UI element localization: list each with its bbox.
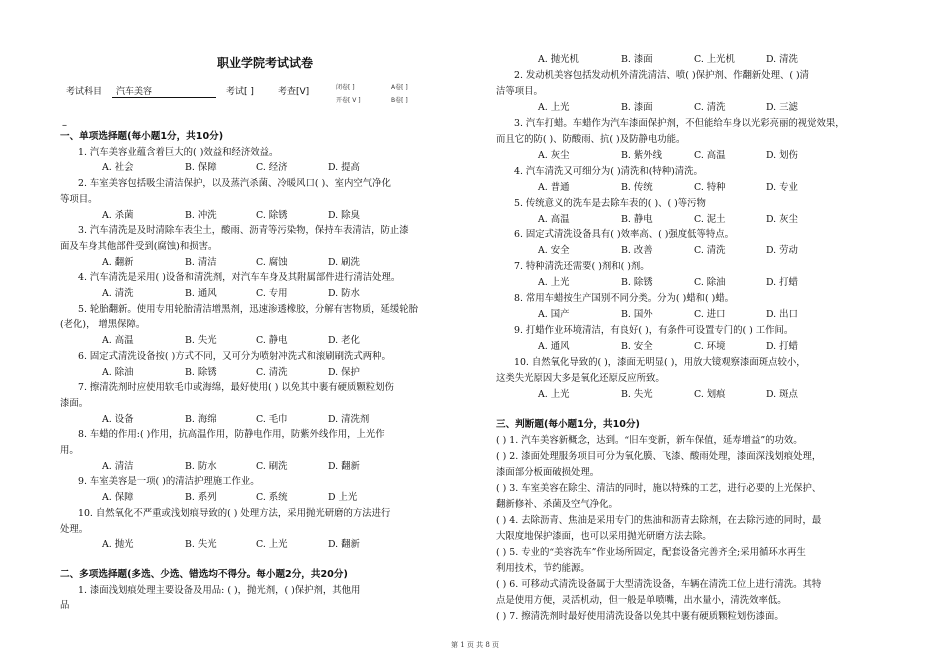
option-b: B. 传统 <box>621 181 653 193</box>
option-b: B. 冲洗 <box>185 209 217 221</box>
option-b: B. 紫外线 <box>621 149 662 161</box>
option-c: C. 经济 <box>256 162 288 174</box>
question-text: 等项目。 <box>60 193 98 205</box>
option-d: D. 提高 <box>328 162 360 174</box>
option-d: D. 三滤 <box>766 101 798 113</box>
option-d: D. 保护 <box>328 366 360 378</box>
option-a: A. 国产 <box>538 309 570 321</box>
option-a: A. 高温 <box>538 213 570 225</box>
option-a: A. 设备 <box>102 413 134 425</box>
question-text: ( ) 5. 专业的“美容洗车”作业场所固定，配套设备完善齐全;采用循环水再生 <box>496 546 806 558</box>
question-text: ( ) 7. 擦清洗剂时最好使用清洗设备以免其中裹有硬质颗粒划伤漆面。 <box>496 610 784 622</box>
question-text: ( ) 3. 车室美容在除尘、清洁的同时，施以特殊的工艺，进行必要的上光保护、 <box>496 483 822 495</box>
option-a: A. 抛光机 <box>538 54 579 65</box>
option-b: B. 海绵 <box>185 413 217 425</box>
option-b: B. 除锈 <box>185 366 217 378</box>
option-c: C. 环境 <box>694 341 726 353</box>
question-text: 3. 汽车打蜡。车蜡作为汽车漆面保护剂，不但能给车身以光彩亮丽的视觉效果， <box>514 117 845 129</box>
option-b: B. 失光 <box>185 335 217 347</box>
option-c: C. 腐蚀 <box>256 256 288 268</box>
question-text: 品 <box>60 600 70 612</box>
option-a: A. 除油 <box>102 366 134 378</box>
option-b: B. 失光 <box>185 539 217 551</box>
exam-header <box>66 84 466 110</box>
option-a: A. 社会 <box>102 162 134 174</box>
option-b: B. 漆面 <box>621 54 653 65</box>
option-c: C. 泥土 <box>694 213 726 225</box>
exam-type-kaocha: 考查[V] <box>278 87 310 97</box>
question-text: 3. 汽车清洗是及时清除车表尘土，酸雨、沥青等污染物，保持车表清洁，防止漆 <box>78 225 409 237</box>
option-b: B. 失光 <box>621 388 653 400</box>
option-a: A. 清洗 <box>102 288 134 299</box>
option-a: A. 清洁 <box>102 460 134 472</box>
subject-value: 汽车美容 <box>112 84 216 98</box>
section-heading: 二、多项选择题(多选、少选、错选均不得分。每小题2分，共20分) <box>60 569 348 581</box>
option-b: B. 漆面 <box>621 101 653 113</box>
question-text: 1. 汽车美容业蕴含着巨大的( )效益和经济效益。 <box>78 146 279 158</box>
option-c: C. 静电 <box>256 335 288 347</box>
question-text: 面及车身其他部件受到(腐蚀)和损害。 <box>60 240 218 252</box>
option-d: D. 打蜡 <box>766 277 798 289</box>
option-a: A. 普通 <box>538 181 570 193</box>
option-a: A. 上光 <box>538 101 570 113</box>
option-a: A. 通风 <box>538 341 570 353</box>
question-text: 10. 自然氧化不严重或浅划痕导致的( ) 处理方法，采用抛光研磨的方法进行 <box>78 507 391 519</box>
option-a: A. 灰尘 <box>538 149 570 161</box>
question-text: 4. 汽车清洗又可细分为( )清洗和(特种)清洗。 <box>514 165 703 177</box>
option-d: D. 斑点 <box>766 388 798 400</box>
option-b: B. 除锈 <box>621 277 653 289</box>
option-c: C. 上光 <box>256 539 288 551</box>
question-text: 2. 发动机美容包括发动机外清洗清洁、喷( )保护剂、作翻新处理、( )清 <box>514 69 810 81</box>
option-d: D. 清洗剂 <box>328 413 370 425</box>
option-d: D. 除臭 <box>328 209 360 221</box>
question-text: 8. 车蜡的作用:( )作用，抗高温作用，防静电作用，防紫外线作用，上光作 <box>78 429 385 441</box>
question-text: 漆面。 <box>60 397 89 409</box>
question-text: 洁等项目。 <box>496 85 543 97</box>
question-text: 4. 汽车清洗是采用( )设备和清洗剂，对汽车车身及其附属部件进行清洁处理。 <box>78 272 401 284</box>
closed-book-mark: 闭卷[ ] <box>336 84 355 91</box>
question-text: (老化)， 增黑保障。 <box>60 319 146 331</box>
option-d: D. 专业 <box>766 181 798 193</box>
question-text: 漆面部分板面破损处理。 <box>496 467 600 479</box>
question-text: 5. 传统意义的洗车是去除车表的( )、( )等污物 <box>514 197 706 209</box>
question-text: 1. 漆面浅划痕处理主要设备及用品: ( )，抛光剂，( )保护剂，其他用 <box>78 584 361 596</box>
option-a: A. 翻新 <box>102 256 134 268</box>
question-text: ( ) 6. 可移动式清洗设备属于大型清洗设备，车辆在清洗工位上进行清洗。其特 <box>496 578 822 590</box>
option-c: C. 上光机 <box>694 54 735 65</box>
option-c: C. 专用 <box>256 288 288 299</box>
question-text: 翻新修补、杀菌及空气净化。 <box>496 499 618 510</box>
question-text: 5. 轮胎翻新。使用专用轮胎清洁增黑剂，迅速渗透橡胶，分解有害物质，延缓轮胎 <box>78 303 419 315</box>
option-d: D. 打蜡 <box>766 341 798 353</box>
option-d: D. 灰尘 <box>766 213 798 225</box>
option-a: A. 上光 <box>538 388 570 400</box>
option-d: D. 清洗 <box>766 54 798 65</box>
question-text: 7. 特种清洗还需要( )剂和( )剂。 <box>514 261 650 273</box>
section-heading: 三、判断题(每小题1分，共10分) <box>496 419 640 431</box>
question-text: 大限度地保护漆面，也可以采用抛光研磨方法去除。 <box>496 530 712 542</box>
question-text: 处理。 <box>60 523 89 535</box>
question-text: 利用技术，节约能源。 <box>496 562 590 574</box>
option-b: B. 防水 <box>185 460 217 472</box>
option-a: A. 杀菌 <box>102 209 134 221</box>
option-a: A. 上光 <box>538 277 570 289</box>
question-text: 用。 <box>60 445 79 456</box>
option-a: A. 抛光 <box>102 539 134 551</box>
option-b: B. 静电 <box>621 213 653 225</box>
option-d: D 上光 <box>328 492 358 504</box>
option-c: C. 毛巾 <box>256 413 288 425</box>
option-c: C. 高温 <box>694 149 726 161</box>
option-d: D. 老化 <box>328 335 360 347</box>
option-d: D. 出口 <box>766 309 798 321</box>
question-text: 这类失光原因大多是氧化还原反应所致。 <box>496 373 665 384</box>
option-b: B. 系列 <box>185 492 217 504</box>
option-b: B. 保障 <box>185 162 217 174</box>
option-c: C. 系统 <box>256 492 288 504</box>
question-text: 点是使用方便，灵活机动，但一般是单喷嘴，出水量小，清洗效率低。 <box>496 594 787 606</box>
option-d: D. 翻新 <box>328 460 360 472</box>
question-text: 10. 自然氧化导致的( )，漆面无明显( )，用放大镜观察漆面斑点较小， <box>514 357 806 369</box>
question-text: ( ) 4. 去除沥青、焦油是采用专门的焦油和沥青去除剂，在去除污迹的同时，最 <box>496 514 822 526</box>
question-text: 2. 车室美容包括吸尘清洁保护，以及蒸汽杀菌、冷暖风口( )、室内空气净化 <box>78 178 391 190</box>
option-d: D. 刷洗 <box>328 256 360 268</box>
separator-mark: – <box>62 120 67 131</box>
paper-b-mark: B卷[ ] <box>391 97 408 104</box>
option-a: A. 安全 <box>538 245 570 257</box>
option-b: B. 改善 <box>621 245 653 257</box>
question-text: 6. 固定式清洗设备按( )方式不同，又可分为喷射冲洗式和滚刷刷洗式两种。 <box>78 350 391 362</box>
option-a: A. 保障 <box>102 492 134 504</box>
paper-a-mark: A卷[ ] <box>391 84 408 91</box>
option-c: C. 划痕 <box>694 388 726 400</box>
question-text: ( ) 2. 漆面处理服务项目可分为氧化膜、飞漆、酸雨处理，漆面深浅划痕处理， <box>496 451 822 463</box>
question-text: 6. 固定式清洗设备具有( )效率高、( )强度低等特点。 <box>514 229 735 241</box>
question-text: 9. 打蜡作业环境清洁，有良好( )，有条件可设置专门的( ) 工作间。 <box>514 325 794 337</box>
option-a: A. 高温 <box>102 335 134 347</box>
option-b: B. 通风 <box>185 288 217 299</box>
option-c: C. 除锈 <box>256 209 288 221</box>
question-text: 而且它的防( )、防酸雨、抗( )及防静电功能。 <box>496 133 686 145</box>
option-c: C. 清洗 <box>256 366 288 378</box>
exam-title: 职业学院考试试卷 <box>216 56 313 70</box>
option-c: C. 特种 <box>694 181 726 193</box>
option-b: B. 安全 <box>621 341 653 353</box>
option-d: D. 防水 <box>328 288 360 299</box>
open-book-mark: 开卷[ V ] <box>336 97 361 104</box>
option-b: B. 国外 <box>621 309 653 321</box>
option-c: C. 除油 <box>694 277 726 289</box>
option-d: D. 翻新 <box>328 539 360 551</box>
section-heading: 一、单项选择题(每小题1分，共10分) <box>60 131 224 142</box>
option-c: C. 清洗 <box>694 101 726 113</box>
option-b: B. 清洁 <box>185 256 217 268</box>
question-text: ( ) 1. 汽车美容新概念，达到。“旧车变新，新车保值，延寿增益”的功效。 <box>496 435 803 447</box>
question-text: 8. 常用车蜡按生产国别不同分类。分为( )蜡和( )蜡。 <box>514 293 735 305</box>
page-footer: 第 1 页 共 8 页 <box>450 641 500 649</box>
option-d: D. 劳动 <box>766 245 798 257</box>
option-c: C. 清洗 <box>694 245 726 257</box>
option-c: C. 进口 <box>694 309 726 321</box>
question-text: 7. 擦清洗剂时应使用软毛巾或海绵，最好使用( ) 以免其中裹有硬质颗粒划伤 <box>78 382 394 394</box>
option-c: C. 刷洗 <box>256 460 288 472</box>
subject-label: 考试科目 <box>66 87 103 97</box>
question-text: 9. 车室美容是一项( )的清洁护理施工作业。 <box>78 476 260 488</box>
exam-type-kaoshi: 考试[ ] <box>226 87 254 97</box>
option-d: D. 划伤 <box>766 149 798 161</box>
